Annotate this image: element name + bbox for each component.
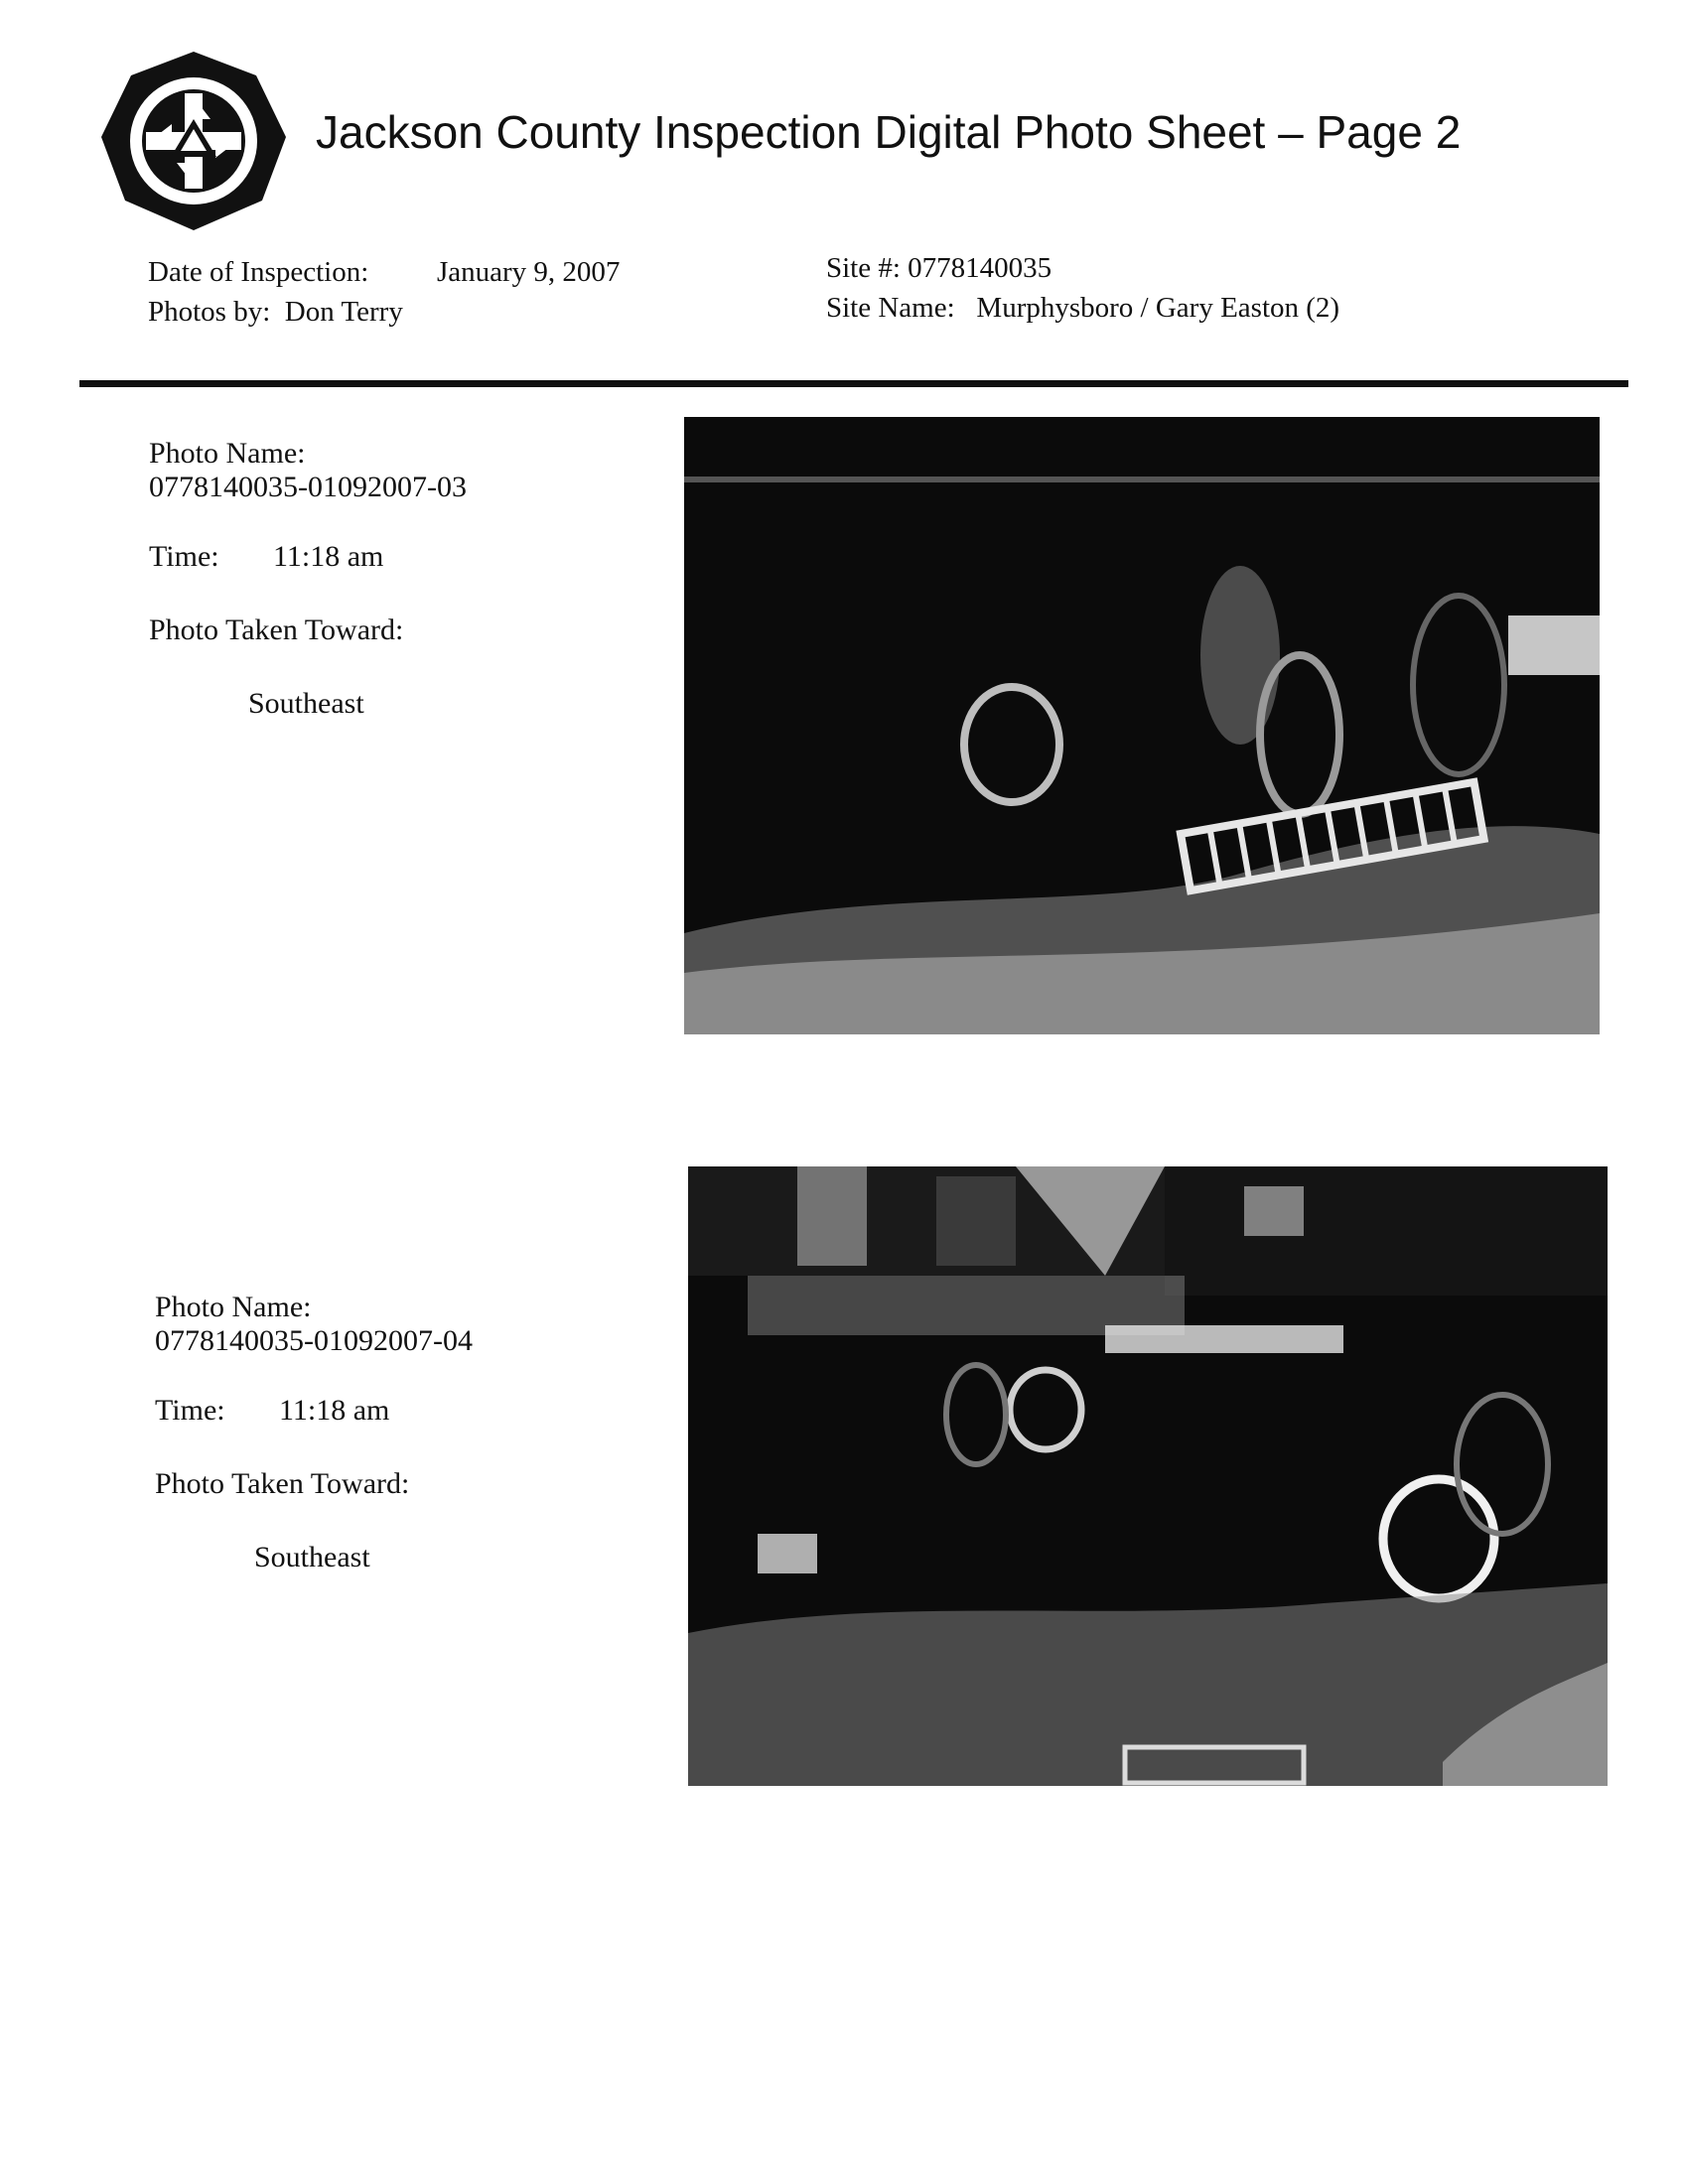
date-value: January 9, 2007 (437, 256, 621, 288)
site-photo-2 (688, 1166, 1608, 1786)
county-seal-icon (99, 50, 288, 232)
site-number-label: Site #: (826, 252, 901, 284)
page-title: Jackson County Inspection Digital Photo Sheet – Page 2 (316, 106, 1462, 158)
photo-time-value: 11:18 am (279, 1394, 390, 1427)
photo-1-info (149, 437, 467, 721)
site-photo-1 (684, 417, 1600, 1034)
site-name-row (826, 288, 1339, 328)
date-of-inspection-row (148, 252, 620, 292)
site-number-row (826, 248, 1339, 288)
site-name-value: Murphysboro / Gary Easton (2) (976, 292, 1340, 324)
photo-name-label: Photo Name: (155, 1291, 312, 1323)
site-number-value: 0778140035 (908, 252, 1052, 284)
photo-time-row (155, 1394, 473, 1428)
photo-time-value: 11:18 am (273, 540, 384, 573)
photo-time-row (149, 540, 467, 574)
photo-2-info (155, 1291, 473, 1574)
photo-direction-label: Photo Taken Toward: (149, 614, 404, 646)
header-divider (79, 380, 1628, 387)
photos-by-row (148, 292, 620, 332)
site-name-label: Site Name: (826, 292, 955, 324)
photos-by-label: Photos by: (148, 296, 271, 328)
photo-name-value: 0778140035-01092007-04 (155, 1324, 473, 1357)
photo-name-value: 0778140035-01092007-03 (149, 471, 467, 503)
photo-time-label: Time: (149, 540, 219, 573)
photo-name-label: Photo Name: (149, 437, 306, 470)
photo-direction-label: Photo Taken Toward: (155, 1467, 410, 1500)
photo-direction-value: Southeast (248, 687, 364, 720)
photos-by-value: Don Terry (284, 296, 403, 328)
photo-time-label: Time: (155, 1394, 225, 1427)
photo-direction-value: Southeast (254, 1541, 370, 1573)
inspection-meta-left (148, 252, 620, 332)
inspection-meta-right (826, 248, 1339, 328)
date-label: Date of Inspection: (148, 256, 369, 288)
